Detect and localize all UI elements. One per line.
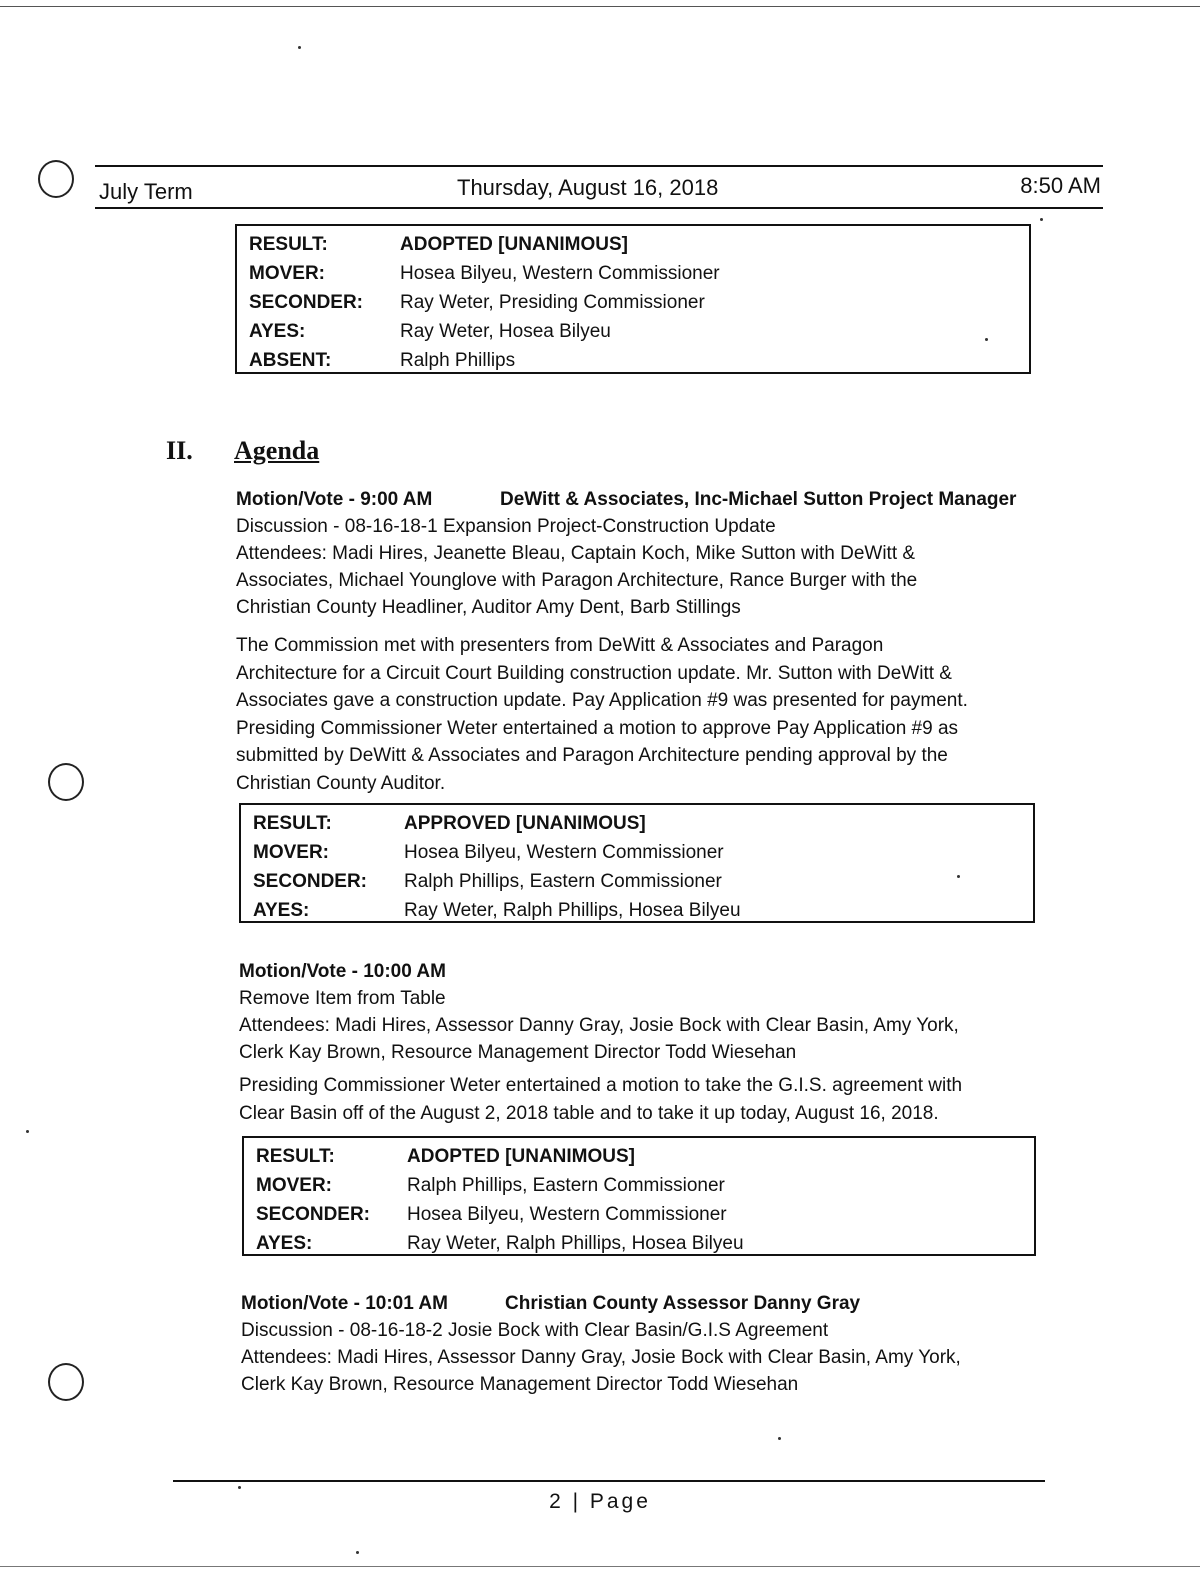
vote-row-mover — [249, 259, 1017, 288]
paragraph-line: Architecture for a Circuit Court Building construction update. Mr. Sutton with DeWitt & — [236, 662, 952, 684]
vote-row-mover — [256, 1171, 1022, 1200]
paragraph-line: Clear Basin off of the August 2, 2018 table and to take it up today, August 16, 2018. — [239, 1102, 939, 1124]
scan-speck — [238, 1486, 241, 1489]
section-number: II. — [166, 436, 193, 465]
paragraph-line: submitted by DeWitt & Associates and Paragon Architecture pending approval by the — [236, 745, 948, 766]
vote-value: Ralph Phillips, Eastern Commissioner — [407, 1174, 725, 1196]
scan-top-edge — [0, 6, 1200, 7]
vote-value: ADOPTED [UNANIMOUS] — [407, 1145, 635, 1167]
vote-row-result — [253, 809, 1021, 838]
vote-row-ayes — [256, 1229, 1022, 1258]
vote-value: Ralph Phillips — [400, 349, 516, 371]
section-title: Agenda — [234, 436, 320, 465]
vote-value: APPROVED [UNANIMOUS] — [404, 812, 646, 834]
attendees-line: Attendees: Madi Hires, Assessor Danny Gray, Josie Bock with Clear Basin, Amy York, — [239, 1015, 959, 1036]
vote-row-ayes — [249, 317, 1017, 346]
attendees-line: Attendees: Madi Hires, Jeanette Bleau, Captain Koch, Mike Sutton with DeWitt & — [236, 543, 916, 564]
motion-vote-presenter: Christian County Assessor Danny Gray — [505, 1293, 861, 1314]
footer-rule — [173, 1480, 1045, 1482]
scan-speck — [26, 1130, 29, 1133]
vote-value: Hosea Bilyeu, Western Commissioner — [407, 1203, 727, 1225]
paragraph-line: Presiding Commissioner Weter entertained a motion to approve Pay Application #9 as — [236, 717, 959, 739]
motion-vote-line — [239, 958, 1039, 985]
agenda-item-1 — [236, 486, 1036, 621]
header-time: 8:50 AM — [1020, 173, 1101, 198]
paragraph-line: Christian County Auditor. — [236, 772, 446, 794]
scan-speck — [957, 875, 960, 878]
vote-row-mover — [253, 838, 1021, 867]
item-subject: Discussion - 08-16-18-2 Josie Bock with Clear Basin/G.I.S Agreement — [241, 1320, 829, 1341]
item-subject: Remove Item from Table — [239, 988, 446, 1009]
vote-value: Ray Weter, Ralph Phillips, Hosea Bilyeu — [407, 1232, 744, 1254]
motion-vote-presenter: DeWitt & Associates, Inc-Michael Sutton Project Manager — [500, 489, 1017, 510]
vote-row-ayes — [253, 896, 1021, 925]
motion-vote-time: 10:01 AM — [365, 1293, 448, 1314]
vote-value: ADOPTED [UNANIMOUS] — [400, 233, 628, 255]
paragraph-line: The Commission met with presenters from DeWitt & Associates and Paragon — [236, 635, 884, 656]
motion-vote-line — [241, 1290, 1041, 1317]
paragraph-line: Associates gave a construction update. Pay Application #9 was presented for payment. — [236, 690, 968, 711]
paragraph-line: Presiding Commissioner Weter entertained a motion to take the G.I.S. agreement with — [239, 1075, 963, 1096]
vote-row-result — [256, 1142, 1022, 1171]
motion-vote-line — [236, 486, 1036, 513]
vote-label: ABSENT: — [249, 349, 332, 371]
header-term: July Term — [99, 179, 193, 204]
vote-label: MOVER: — [253, 841, 329, 863]
vote-label: SECONDER: — [256, 1203, 371, 1225]
motion-vote-time: 9:00 AM — [360, 489, 433, 510]
vote-label: SECONDER: — [249, 291, 364, 313]
vote-value: Hosea Bilyeu, Western Commissioner — [404, 841, 724, 863]
vote-result-box-2 — [239, 803, 1035, 923]
attendees-line: Clerk Kay Brown, Resource Management Director Todd Wiesehan — [241, 1374, 799, 1395]
header-date: Thursday, August 16, 2018 — [457, 175, 719, 200]
scan-speck — [778, 1437, 781, 1440]
page-number: 2 | Page — [549, 1490, 651, 1513]
vote-value: Ralph Phillips, Eastern Commissioner — [404, 870, 722, 892]
motion-vote-time: 10:00 AM — [363, 961, 446, 982]
motion-vote-label: Motion/Vote - — [239, 961, 358, 982]
vote-label: RESULT: — [249, 233, 328, 255]
vote-row-seconder — [253, 867, 1021, 896]
vote-label: AYES: — [249, 320, 306, 342]
attendees-line: Attendees: Madi Hires, Assessor Danny Gray, Josie Bock with Clear Basin, Amy York, — [241, 1347, 961, 1368]
scan-speck — [356, 1551, 359, 1554]
vote-label: MOVER: — [256, 1174, 332, 1196]
punch-hole-bottom — [48, 1363, 84, 1401]
vote-row-seconder — [256, 1200, 1022, 1229]
vote-result-box-3 — [242, 1136, 1036, 1256]
vote-value: Ray Weter, Ralph Phillips, Hosea Bilyeu — [404, 899, 741, 921]
page-header — [95, 165, 1103, 209]
vote-row-seconder — [249, 288, 1017, 317]
vote-value: Ray Weter, Hosea Bilyeu — [400, 320, 611, 342]
motion-vote-label: Motion/Vote - — [241, 1293, 360, 1314]
attendees-line: Christian County Headliner, Auditor Amy Dent, Barb Stillings — [236, 597, 741, 618]
scan-bottom-edge — [0, 1566, 1200, 1567]
item-1-paragraph — [236, 632, 1036, 797]
motion-vote-label: Motion/Vote - — [236, 489, 355, 510]
vote-row-result — [249, 230, 1017, 259]
vote-label: AYES: — [256, 1232, 313, 1254]
vote-result-box-1 — [235, 224, 1031, 374]
scan-speck — [985, 338, 988, 341]
punch-hole-middle — [48, 763, 84, 801]
vote-label: RESULT: — [256, 1145, 335, 1167]
agenda-item-3 — [241, 1290, 1041, 1398]
attendees-line: Clerk Kay Brown, Resource Management Director Todd Wiesehan — [239, 1042, 797, 1063]
vote-label: MOVER: — [249, 262, 325, 284]
vote-label: SECONDER: — [253, 870, 368, 892]
punch-hole-top — [38, 160, 74, 198]
scan-speck — [298, 46, 301, 49]
agenda-item-2 — [239, 958, 1039, 1066]
vote-row-absent — [249, 346, 1017, 375]
vote-label: RESULT: — [253, 812, 332, 834]
item-subject: Discussion - 08-16-18-1 Expansion Project-Construction Update — [236, 516, 776, 537]
vote-value: Ray Weter, Presiding Commissioner — [400, 291, 705, 313]
item-2-paragraph — [239, 1072, 1039, 1127]
scan-speck — [1040, 218, 1043, 221]
vote-value: Hosea Bilyeu, Western Commissioner — [400, 262, 720, 284]
vote-label: AYES: — [253, 899, 310, 921]
attendees-line: Associates, Michael Younglove with Paragon Architecture, Rance Burger with the — [236, 570, 918, 591]
